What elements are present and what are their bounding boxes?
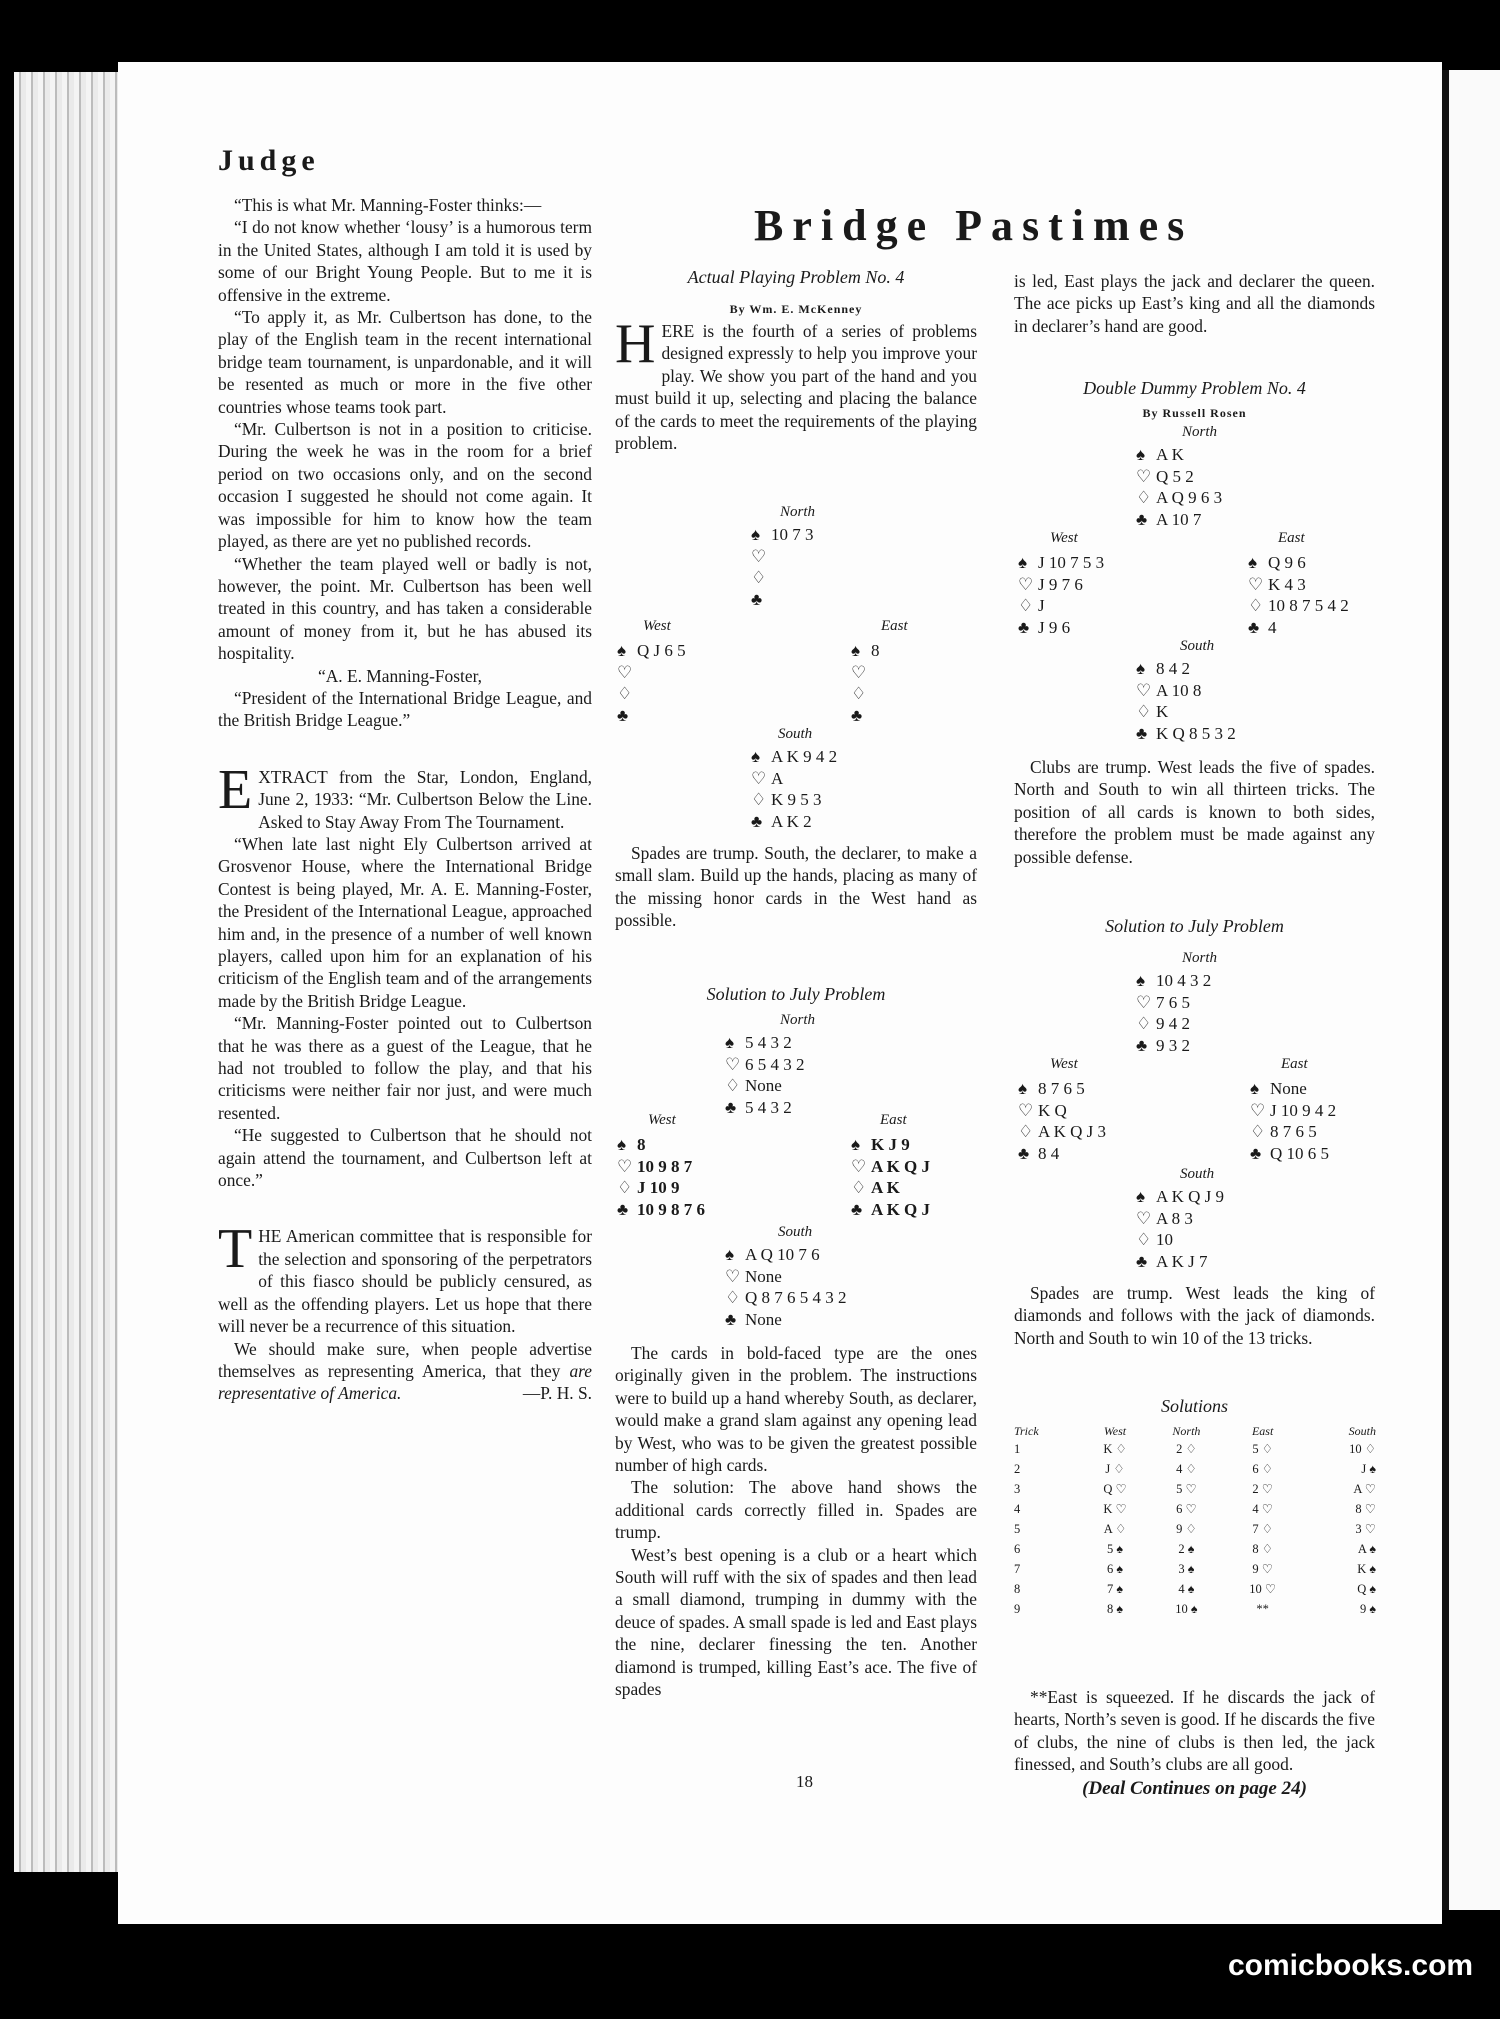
gutter-shadow [1441, 70, 1449, 1910]
table-cell: 5 ♡ [1176, 1482, 1197, 1496]
paragraph: “He suggested to Culbertson that he should not again attend the tournament, and Culbertson left at once.” [218, 1125, 592, 1191]
closing-paragraph: We should make sure, when people advertise themselves as representing America, that they are representative of America. —P. H. S. [218, 1338, 592, 1404]
table-cell: 4 [1014, 1501, 1021, 1516]
page-number: 18 [796, 1772, 813, 1791]
drop-cap: E [218, 758, 253, 821]
table-cell: 2 ♢ [1176, 1442, 1197, 1456]
committee-paragraph: THE American committee that is responsible for the selection and sponsoring of the perpetrators of this fiasco should be publicly censured, as well as the offending players. Let us hope that there will never be a recurrence of this situation. [218, 1218, 592, 1337]
table-cell: 5 ♠ [1107, 1541, 1124, 1556]
page-stack [14, 72, 134, 1872]
solutions-table [1014, 1424, 1376, 1619]
east-hand: ♠ Q 9 6 ♡ K 4 3 ♢ 10 8 7 5 4 2 ♣ 4 [1248, 553, 1349, 637]
table-cell: A ♠ [1357, 1541, 1376, 1556]
table-row [1014, 1559, 1376, 1579]
east-hand: ♠ K J 9 ♡ A K Q J ♢ A K ♣ A K Q J [851, 1135, 931, 1219]
table-cell: K ♡ [1103, 1502, 1127, 1516]
table-row [1014, 1499, 1376, 1519]
table-cell: Q ♠ [1357, 1581, 1376, 1596]
table-cell: 4 ♢ [1176, 1462, 1197, 1476]
table-header-row [1014, 1424, 1376, 1439]
solution-title: Solution to July Problem [1105, 916, 1284, 936]
table-cell: 8 ♠ [1107, 1601, 1124, 1616]
table-cell: 3 ♡ [1355, 1522, 1376, 1536]
table-cell: 4 ♡ [1252, 1502, 1273, 1516]
column-header: East [1251, 1424, 1274, 1438]
table-row [1014, 1519, 1376, 1539]
west-hand: ♠ J 10 7 5 3 ♡ J 9 7 6 ♢ J ♣ J 9 6 [1018, 553, 1105, 637]
table-cell: 9 [1014, 1601, 1021, 1616]
paragraph: “Mr. Manning-Foster pointed out to Culbertson that he was there as a guest of the League, that he had not troubled to follow the play, and that his criticisms were neither fair nor just, and were much resented. [218, 1013, 592, 1123]
table-cell: 6 ♡ [1176, 1502, 1197, 1516]
north-hand: ♠ 5 4 3 2 ♡ 6 5 4 3 2 ♢ None ♣ 5 4 3 2 [725, 1033, 805, 1117]
south-label: South [1180, 638, 1215, 654]
byline: By Russell Rosen [1142, 406, 1247, 420]
site-watermark: comicbooks.com [1228, 1949, 1474, 1982]
problem-title: Actual Playing Problem No. 4 [687, 267, 905, 287]
east-hand: ♠ None ♡ J 10 9 4 2 ♢ 8 7 6 5 ♣ Q 10 6 5 [1250, 1079, 1337, 1163]
signature-title: “President of the International Bridge League, and the British Bridge League.” [218, 687, 592, 731]
next-page-edge [1448, 70, 1500, 1910]
continued-note: (Deal Continues on page 24) [1082, 1778, 1307, 1799]
table-cell: ** [1256, 1601, 1269, 1616]
judge-column [218, 194, 592, 1405]
drop-cap: H [615, 313, 656, 375]
page-title: Bridge Pastimes [754, 201, 1194, 250]
intro-paragraph: HERE is the fourth of a series of problems designed expressly to help you improve your play. We show you part of the hand and you must build it up, selecting and placing the balance of the cards to meet the requirements of the playing problem. [615, 313, 977, 454]
column-header: West [1103, 1424, 1127, 1438]
table-cell: J ♠ [1361, 1461, 1376, 1476]
north-hand: ♠ 10 7 3 ♡ ♢ ♣ [751, 525, 814, 609]
table-cell: 7 ♠ [1107, 1581, 1124, 1596]
table-cell: 9 ♡ [1252, 1562, 1273, 1576]
solutions-title: Solutions [1160, 1396, 1228, 1416]
table-cell: 10 ♢ [1349, 1442, 1376, 1456]
magazine-page [118, 62, 1442, 1924]
solution-text: The cards in bold-faced type are the ones originally given in the problem. The instructions were to build up a hand whereby South, as declarer, would make a grand slam against any opening lead by West, who was to be given the greatest possible number of high cards. The solution: The above hand shows the additional cards correctly filled in. Spades are trump. West’s best opening is a club or a heart which South will ruff with the six of spades and then lead a small diamond, trumping in dummy with the deuce of spades. A small spade is led and East plays the nine, declarer finessing the ten. Another diamond is trumped, killing East’s ace. The five of spades [615, 1343, 977, 1700]
table-row [1014, 1579, 1376, 1599]
west-hand: ♠ Q J 6 5 ♡ ♢ ♣ [617, 641, 686, 725]
continued-text: is led, East plays the jack and declarer the queen. The ace picks up East’s king and all the diamonds in declarer’s hand are good. [1014, 271, 1375, 336]
table-cell: 2 ♠ [1178, 1541, 1195, 1556]
table-cell: A ♡ [1353, 1482, 1376, 1496]
table-cell: 8 ♡ [1355, 1502, 1376, 1516]
solution-text: Spades are trump. West leads the king of diamonds and follows with the jack of diamonds. North and South to win 10 of the 13 tricks. [1014, 1283, 1375, 1348]
table-cell: 4 ♠ [1178, 1581, 1195, 1596]
table-cell: 6 ♢ [1252, 1462, 1273, 1476]
table-row [1014, 1539, 1376, 1559]
table-cell: K ♠ [1357, 1561, 1376, 1576]
south-label: South [778, 726, 813, 742]
table-cell: 10 ♡ [1249, 1582, 1277, 1596]
paragraph: “Whether the team played well or badly is not, however, the point. Mr. Culbertson has been well treated in this country, and has taken a considerable amount of money from it, but he has abused its hospitality. [218, 553, 592, 664]
table-cell: 2 [1014, 1461, 1021, 1476]
column-header: North [1172, 1424, 1201, 1438]
column-header: South [1348, 1424, 1376, 1438]
table-cell: 6 [1014, 1541, 1021, 1556]
table-cell: K ♢ [1103, 1442, 1127, 1456]
east-label: East [1281, 1056, 1308, 1072]
table-cell: J ♢ [1105, 1462, 1125, 1476]
table-cell: Q ♡ [1103, 1482, 1127, 1496]
table-row [1014, 1459, 1376, 1479]
table-cell: 9 ♢ [1176, 1522, 1197, 1536]
paragraph: “Mr. Culbertson is not in a position to criticise. During the week he was in the room for a brief period on two occasions only, and on the second occasion I suggested he should not come again. It was impossible for him to know how the team played, as there are yet no published records. [218, 419, 592, 552]
west-label: West [643, 618, 671, 634]
paragraph: “To apply it, as Mr. Culbertson has done, to the play of the English team in the recent international bridge team tournament, is unpardonable, and it will be resented as much or more in the five other countries whose teams took part. [218, 307, 592, 417]
table-cell: 6 ♠ [1107, 1561, 1124, 1576]
problem-text: Spades are trump. South, the declarer, to make a small slam. Build up the hands, placing as many of the missing honor cards in the West hand as possible. [615, 843, 977, 931]
table-cell: 1 [1014, 1441, 1021, 1456]
west-label: West [1050, 530, 1078, 546]
byline: By Wm. E. McKenney [729, 302, 863, 316]
table-cell: 2 ♡ [1252, 1482, 1273, 1496]
north-hand: ♠ A K ♡ Q 5 2 ♢ A Q 9 6 3 ♣ A 10 7 [1136, 445, 1223, 529]
north-label: North [1182, 950, 1218, 966]
north-label: North [780, 504, 816, 520]
south-label: South [1180, 1166, 1215, 1182]
table-cell: 10 ♠ [1175, 1601, 1198, 1616]
north-label: North [1182, 424, 1218, 440]
signature-name: “A. E. Manning-Foster, [318, 665, 483, 686]
north-hand: ♠ 10 4 3 2 ♡ 7 6 5 ♢ 9 4 2 ♣ 9 3 2 [1136, 971, 1212, 1055]
double-dummy-title: Double Dummy Problem No. 4 [1083, 378, 1306, 398]
table-row [1014, 1599, 1376, 1619]
west-hand: ♠ 8 ♡ 10 9 8 7 ♢ J 10 9 ♣ 10 9 8 7 6 [617, 1135, 705, 1219]
paragraph: “I do not know whether ‘lousy’ is a humorous term in the United States, although I am told it is used by some of our Bright Young People. But to me it is offensive in the extreme. [218, 217, 592, 305]
table-cell: 5 ♢ [1252, 1442, 1273, 1456]
table-cell: 7 ♢ [1252, 1522, 1273, 1536]
north-label: North [780, 1012, 816, 1028]
south-label: South [778, 1224, 813, 1240]
problem-text: Clubs are trump. West leads the five of spades. North and South to win all thirteen tricks. The position of all cards is known to both sides, therefore the problem must be made against any possible defense. [1014, 757, 1375, 867]
squeeze-note: **East is squeezed. If he discards the jack of hearts, North’s seven is good. If he discards the five of clubs, the nine of clubs is then led, the jack finessed, and South’s clubs are all good. [1014, 1687, 1375, 1775]
table-cell: 3 ♠ [1178, 1561, 1195, 1576]
table-cell: 5 [1014, 1521, 1021, 1536]
table-cell: 9 ♠ [1359, 1601, 1376, 1616]
table-cell: 7 [1014, 1561, 1021, 1576]
extract-paragraph: EXTRACT from the Star, London, England, June 2, 1933: “Mr. Culbertson Below the Line. Asked to Stay Away From The Tournament. [218, 758, 592, 832]
table-row [1014, 1479, 1376, 1499]
west-hand: ♠ 8 7 6 5 ♡ K Q ♢ A K Q J 3 ♣ 8 4 [1018, 1079, 1107, 1163]
east-label: East [880, 1112, 907, 1128]
column-header: Trick [1014, 1424, 1039, 1438]
table-cell: 3 [1014, 1481, 1021, 1496]
south-hand: ♠ A Q 10 7 6 ♡ None ♢ Q 8 7 6 5 4 3 2 ♣ None [725, 1245, 847, 1329]
south-hand: ♠ 8 4 2 ♡ A 10 8 ♢ K ♣ K Q 8 5 3 2 [1136, 659, 1236, 743]
east-hand: ♠ 8 ♡ ♢ ♣ [851, 641, 880, 725]
drop-cap: T [218, 1218, 253, 1281]
south-hand: ♠ A K Q J 9 ♡ A 8 3 ♢ 10 ♣ A K J 7 [1136, 1187, 1225, 1271]
south-hand: ♠ A K 9 4 2 ♡ A ♢ K 9 5 3 ♣ A K 2 [751, 747, 838, 831]
west-label: West [1050, 1056, 1078, 1072]
paragraph: “This is what Mr. Manning-Foster thinks:— [234, 195, 542, 215]
table-row [1014, 1439, 1376, 1459]
table-cell: 8 [1014, 1581, 1021, 1596]
column-heading: Judge [218, 144, 320, 177]
table-cell: A ♢ [1103, 1522, 1127, 1536]
paragraph: “When late last night Ely Culbertson arrived at Grosvenor House, where the International Bridge Contest is being played, Mr. A. E. Manning-Foster, the President of the International League, approached him and, in the presence of a number of well known players, called upon him for an explanation of his criticism of the English team and of the arrangements made by the British Bridge League. [218, 833, 592, 1011]
east-label: East [1278, 530, 1305, 546]
west-label: West [648, 1112, 676, 1128]
table-cell: 8 ♢ [1252, 1542, 1273, 1556]
east-label: East [881, 618, 908, 634]
solution-title: Solution to July Problem [706, 984, 886, 1004]
